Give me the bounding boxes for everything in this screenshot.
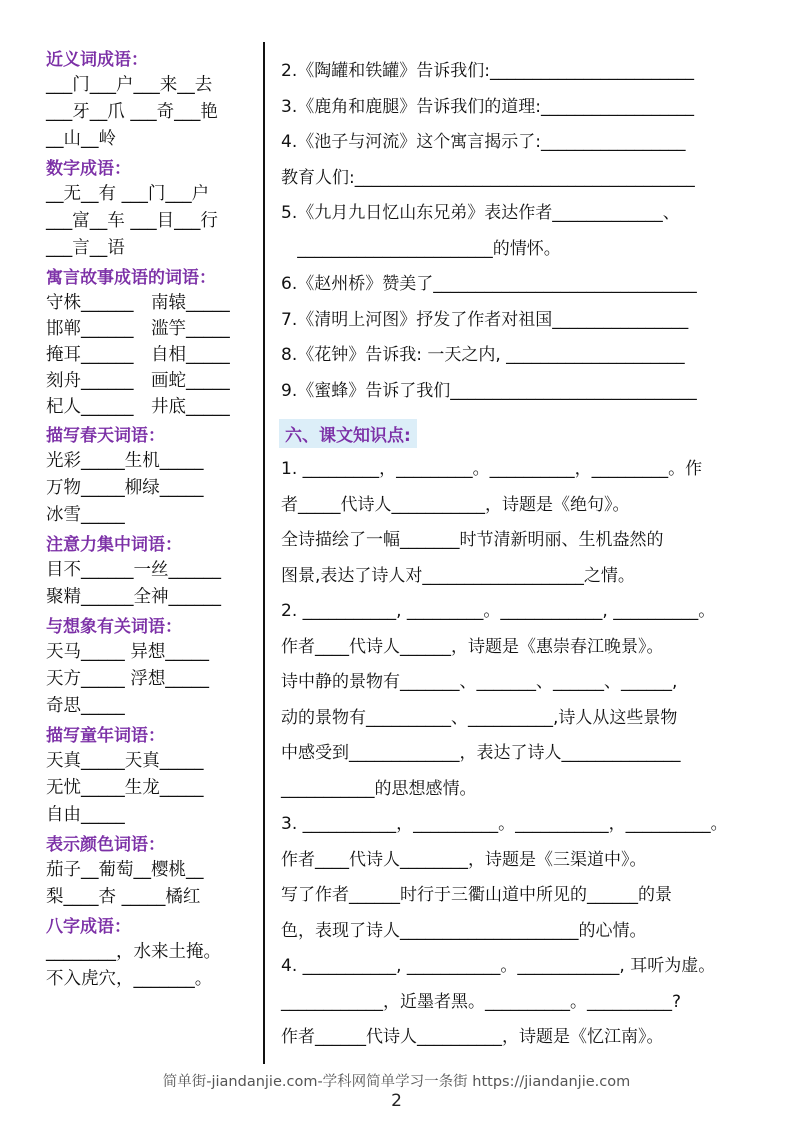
exercise-line: ________，水来土掩。 bbox=[46, 942, 221, 962]
poem-line: 作者____代诗人________，诗题是《三渠道中》。 bbox=[281, 849, 647, 870]
exercise-line: 冰雪_____ bbox=[46, 505, 125, 525]
poem-line: 作者______代诗人__________，诗题是《忆江南》。 bbox=[281, 1027, 664, 1047]
exercise-line: 天真_____天真_____ bbox=[46, 751, 204, 771]
poem-line: 3. ___________，__________。___________，__________。 bbox=[281, 814, 728, 834]
poem-line: 者_____代诗人___________，诗题是《绝句》。 bbox=[281, 494, 630, 515]
exercise-line: 梨____杏 _____橘红 bbox=[46, 887, 201, 907]
blank-item: 守株______ bbox=[46, 293, 134, 313]
blank-item: 杞人______ bbox=[46, 397, 134, 417]
section-title: 表示颜色词语： bbox=[46, 835, 165, 855]
question-line: _______________________的情怀。 bbox=[281, 238, 561, 259]
exercise-line: ___牙__爪 ___奇___艳 bbox=[46, 102, 218, 122]
column-divider bbox=[263, 42, 265, 1064]
exercise-line: 自由_____ bbox=[46, 805, 125, 825]
exercise-line bbox=[46, 290, 256, 316]
poem-line: 4. ___________, ___________。____________, 耳听为虚。 bbox=[281, 956, 716, 976]
exercise-line bbox=[46, 368, 256, 394]
question-line: 3.《鹿角和鹿腿》告诉我们的道理:__________________ bbox=[281, 96, 694, 117]
blank-item: 滥竽_____ bbox=[151, 319, 230, 339]
blank-item: 自相_____ bbox=[151, 345, 230, 365]
exercise-line: ___言__语 bbox=[46, 238, 125, 258]
exercise-line: 无忧_____生龙_____ bbox=[46, 778, 204, 798]
question-line: 4.《池子与河流》这个寓言揭示了:_________________ bbox=[281, 132, 686, 152]
section-heading: 六、课文知识点: bbox=[279, 419, 417, 448]
exercise-line: 万物_____柳绿_____ bbox=[46, 478, 204, 498]
page-footer: 简单街-jiandanjie.com-学科网简单学习一条街 https://jiandanjie.com bbox=[162, 1074, 631, 1090]
poem-line: 1. _________，_________。__________，_________。作 bbox=[281, 459, 703, 479]
exercise-line: __无__有 ___门___户 bbox=[46, 184, 210, 204]
poem-line: 作者____代诗人______，诗题是《惠崇春江晚景》。 bbox=[281, 636, 664, 657]
blank-item: 刻舟______ bbox=[46, 371, 134, 391]
question-line: 教育人们:________________________________________ bbox=[281, 167, 695, 188]
poem-line: 图景,表达了诗人对___________________之情。 bbox=[281, 565, 635, 586]
blank-item: 南辕_____ bbox=[151, 293, 230, 313]
exercise-line: 聚精______全神______ bbox=[46, 587, 221, 607]
section-title: 与想象有关词语： bbox=[46, 617, 182, 637]
section-title: 描写春天词语： bbox=[46, 426, 165, 446]
left-column bbox=[46, 44, 256, 993]
exercise-line: 天马_____ 异想_____ bbox=[46, 642, 210, 662]
exercise-line: __山__岭 bbox=[46, 129, 116, 149]
page-number: 2 bbox=[391, 1091, 402, 1111]
exercise-line: 目不______一丝______ bbox=[46, 560, 221, 580]
poem-line: 全诗描绘了一幅_______时节清新明丽、生机盎然的 bbox=[281, 530, 664, 550]
blank-item: 邯郸______ bbox=[46, 319, 134, 339]
section-title: 八字成语： bbox=[46, 917, 131, 937]
exercise-line: 天方_____ 浮想_____ bbox=[46, 669, 210, 689]
poem-line: 2. ___________, _________。____________, __________。 bbox=[281, 601, 716, 621]
exercise-line bbox=[46, 342, 256, 368]
question-line: 7.《清明上河图》抒发了作者对祖国________________ bbox=[281, 309, 689, 330]
right-column bbox=[281, 54, 761, 1056]
section-title: 数字成语： bbox=[46, 159, 131, 179]
blank-item: 画蛇_____ bbox=[151, 371, 230, 391]
exercise-line: 不入虎穴，_______。 bbox=[46, 969, 213, 989]
exercise-line: 奇思_____ bbox=[46, 696, 125, 716]
question-line: 6.《赵州桥》赞美了_______________________________ bbox=[281, 274, 697, 294]
section-title: 描写童年词语： bbox=[46, 726, 165, 746]
poem-line: ____________，近墨者黑。__________。__________? bbox=[281, 991, 682, 1012]
poem-line: 写了作者______时行于三衢山道中所见的______的景 bbox=[281, 885, 672, 905]
question-line: 9.《蜜蜂》告诉了我们_____________________________ bbox=[281, 380, 697, 401]
exercise-line: ___门___户___来__去 bbox=[46, 75, 213, 95]
poem-line: 色，表现了诗人_____________________的心情。 bbox=[281, 920, 647, 941]
blank-item: 井底_____ bbox=[151, 397, 230, 417]
section-title: 近义词成语： bbox=[46, 50, 148, 70]
question-line: 2.《陶罐和铁罐》告诉我们:________________________ bbox=[281, 61, 694, 81]
poem-line: 动的景物有__________、__________,诗人从这些景物 bbox=[281, 707, 678, 728]
question-line: 8.《花钟》告诉我: 一天之内, _____________________ bbox=[281, 345, 685, 365]
section-title: 注意力集中词语： bbox=[46, 535, 182, 555]
poem-line: 中感受到_____________，表达了诗人______________ bbox=[281, 743, 681, 763]
poem-line: 诗中静的景物有_______、_______、______、______, bbox=[281, 672, 678, 692]
poem-line: ___________的思想感情。 bbox=[281, 778, 477, 799]
exercise-line: 茄子__葡萄__樱桃__ bbox=[46, 860, 204, 880]
exercise-line bbox=[46, 394, 256, 420]
blank-item: 掩耳______ bbox=[46, 345, 134, 365]
exercise-line bbox=[46, 316, 256, 342]
exercise-line: ___富__车 ___目___行 bbox=[46, 211, 218, 231]
exercise-line: 光彩_____生机_____ bbox=[46, 451, 204, 471]
section-title: 寓言故事成语的词语： bbox=[46, 268, 216, 288]
question-line: 5.《九月九日忆山东兄弟》表达作者_____________、 bbox=[281, 203, 680, 223]
